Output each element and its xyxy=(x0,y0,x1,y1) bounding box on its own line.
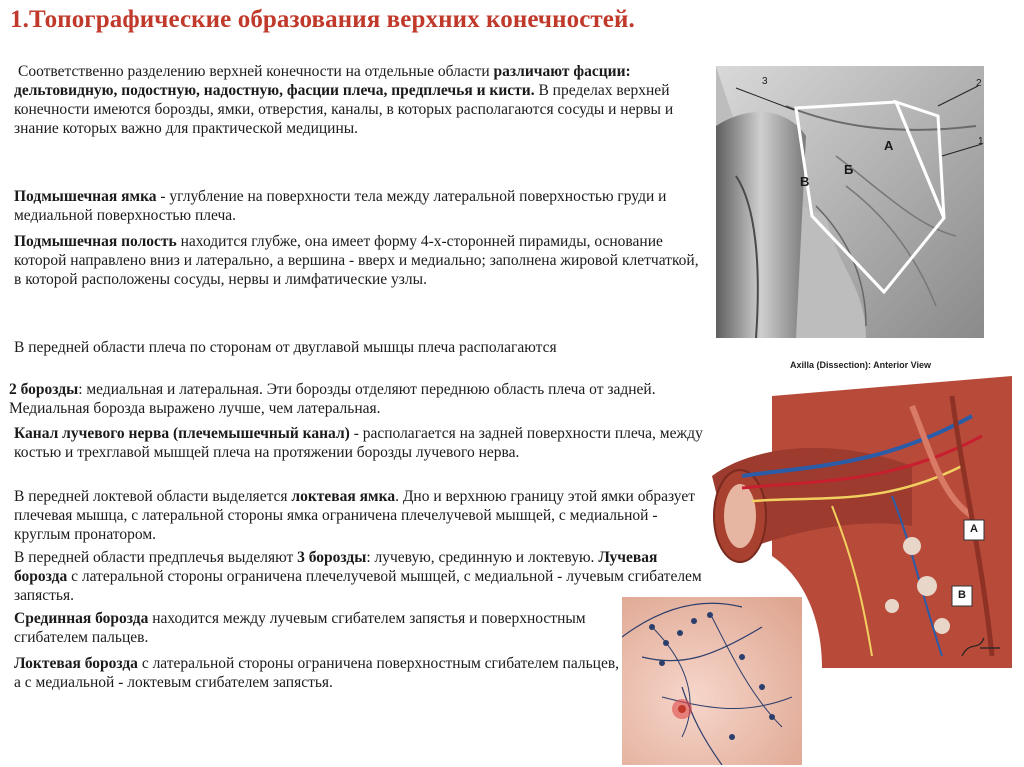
ulnar-groove-text: с латеральной стороны ограничена поверхностным сгибателем пальцев, а с медиальной - локтевым сгибателем запястья. xyxy=(14,655,620,691)
radial-canal-term: Канал лучевого нерва (плечемышечный канал) xyxy=(14,425,350,442)
dissection-caption: Axilla (Dissection): Anterior View xyxy=(790,360,932,370)
two-grooves-paragraph xyxy=(9,380,699,418)
axillary-cavity-paragraph xyxy=(14,232,704,289)
dissection-label-b: B xyxy=(958,589,966,601)
forearm-text-2: : лучевую, срединную и локтевую. xyxy=(366,549,599,566)
anterior-arm-paragraph xyxy=(14,338,614,357)
forearm-text-3: с латеральной стороны ограничена плечелучевой мышцей, с медиальной - лучевым сгибателем запястья. xyxy=(14,568,702,604)
three-grooves-term: 3 борозды xyxy=(297,549,367,566)
intro-fascia-list: различают фасции: дельтовидную, подостную, надостную, фасции плеча, предплечья и кисти. xyxy=(14,63,631,99)
two-grooves-text: : медиальная и латеральная. Эти борозды отделяют переднюю область плеча от задней. Медиальная борозда выражено лучше, чем латеральная. xyxy=(9,381,656,417)
axillary-fossa-paragraph xyxy=(14,187,704,225)
cubital-fossa-term: локтевая ямка xyxy=(291,488,396,505)
cubital-text-2: . Дно и верхнюю границу этой ямки образует плечевая мышца, с латеральной стороны ямка ограничена плечелучевой мышцей, с медиальной - круглым пронатором. xyxy=(14,488,695,543)
figure-label-1: 1 xyxy=(978,136,984,147)
ulnar-groove-term: Локтевая борозда xyxy=(14,655,138,672)
figure-label-b: Б xyxy=(844,162,854,177)
figure-label-3: 3 xyxy=(762,76,768,87)
median-groove-term: Срединная борозда xyxy=(14,610,149,627)
axillary-fossa-term: Подмышечная ямка xyxy=(14,188,157,205)
radial-canal-paragraph xyxy=(14,424,704,462)
axillary-cavity-text: находится глубже, она имеет форму 4-х-сторонней пирамиды, основание которой направлено вниз и латерально, а вершина - вверх и медиально; заполнена жировой клетчаткой, в которой расположены сосуды, нервы и лимфатические узлы. xyxy=(14,233,699,288)
intro-paragraph xyxy=(14,62,704,138)
forearm-paragraph xyxy=(14,548,704,605)
radial-canal-text: - располагается на задней поверхности плеча, между костью и трехглавой мышцей плеча на протяжении борозды лучевого нерва. xyxy=(14,425,703,461)
intro-text-1: Соответственно разделению верхней конечности на отдельные области xyxy=(18,63,490,80)
figure-label-a: А xyxy=(884,138,894,153)
figure-label-2: 2 xyxy=(976,78,982,89)
lymphatics-illustration xyxy=(622,597,802,765)
forearm-text-1: В передней области предплечья выделяют xyxy=(14,549,298,566)
radial-groove-term: Лучевая борозда xyxy=(14,549,658,585)
two-grooves-term: 2 борозды xyxy=(9,381,79,398)
breast-lymphatics-figure xyxy=(622,597,802,765)
dissection-label-a: A xyxy=(970,523,978,535)
axilla-pyramid-illustration xyxy=(716,66,984,338)
cubital-text-1: В передней локтевой области выделяется xyxy=(14,488,292,505)
cubital-paragraph xyxy=(14,487,704,544)
axillary-fossa-text: - углубление на поверхности тела между латеральной поверхностью груди и медиальной поверхностью плеча. xyxy=(14,188,667,224)
axilla-pyramid-figure xyxy=(716,66,984,338)
page-title: 1.Топографические образования верхних конечностей. xyxy=(10,6,635,33)
figure-label-v: В xyxy=(800,174,810,189)
intro-text-2: В пределах верхней конечности имеются борозды, ямки, отверстия, каналы, в которых располагаются сосуды и нервы и знание которых важно для практической медицины. xyxy=(14,82,674,137)
median-groove-paragraph xyxy=(14,609,619,647)
median-groove-text: находится между лучевым сгибателем запястья и поверхностным сгибателем пальцев. xyxy=(14,610,586,646)
anterior-arm-text: В передней области плеча по сторонам от двуглавой мышцы плеча располагаются xyxy=(14,339,557,356)
axillary-cavity-term: Подмышечная полость xyxy=(14,233,177,250)
ulnar-groove-paragraph xyxy=(14,654,619,692)
